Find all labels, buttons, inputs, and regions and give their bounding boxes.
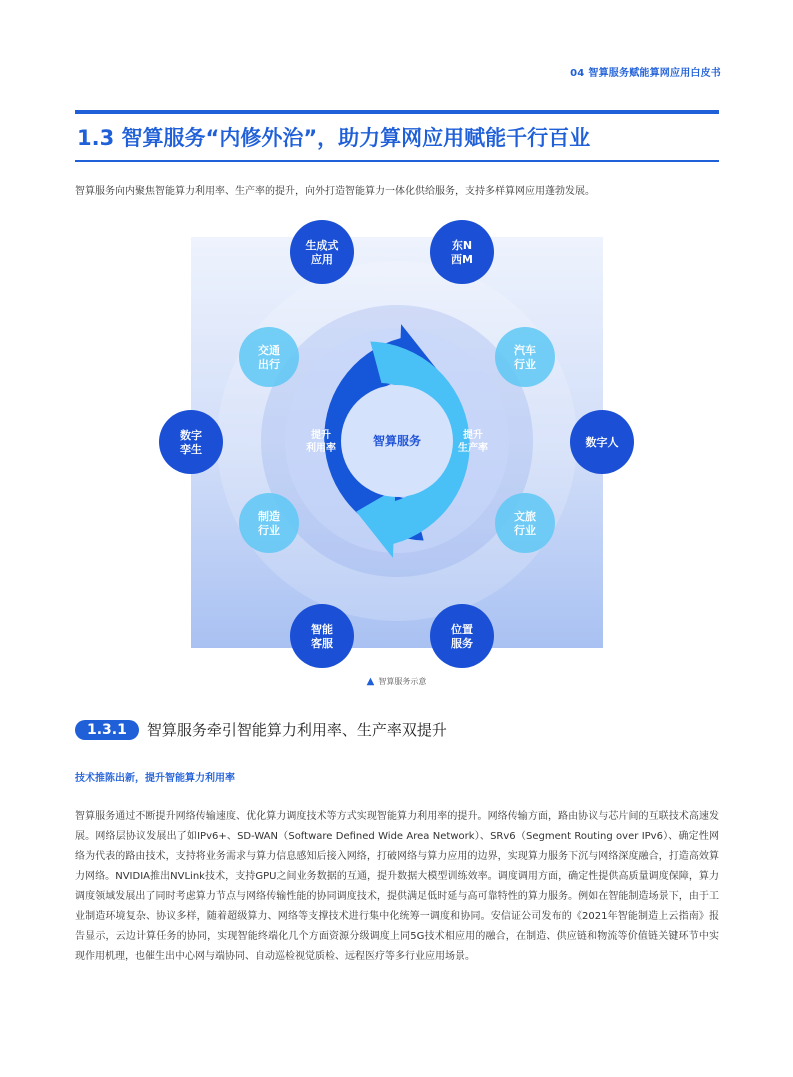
outer-node-label-line: 应用 xyxy=(311,252,333,266)
utilization-label-line: 利用率 xyxy=(306,443,336,454)
point-heading: 技术推陈出新，提升智能算力利用率 xyxy=(75,773,235,784)
outer-node-label-line: 东N xyxy=(451,238,473,252)
body-paragraph: 智算服务通过不断提升网络传输速度、优化算力调度技术等方式实现智能算力利用率的提升。网络传输方面，路由协议与芯片间的互联技术高速发展。网络层协议发展出了如IPv6+、SD-WAN（Software Defined Wide Area Network）、SRv6（Segment Routing over IPv6）、确定性网络为代表的路由技术，支持将业务需求与算力信息感知后接入网络，打破网络与算力应用的边界，实现算力服务下沉与网络深度融合，打造高效算力网络。NVIDIA推出NVLink技术，支持GPU之间业务数据的互通，提升数据大模型训练效率。调度调用方面，确定性提供高质量调度保障，算力调度领域发展出了同时考虑算力节点与网络传输性能的协同调度技术，提供满足低时延与高可靠特性的算力服务。例如在智能制造场景下，由于工业制造环境复杂、协议多样，随着超级算力、网络等支撑技术进行集中化统筹一调度和协同。安信证公司发布的《2021年智能制造上云指南》报告显示，云边计算任务的协同，实现智能终端化几个方面资源分级调度上同5G技术相应用的融合，在制造、供应链和物流等价值链关键环节中实现作用机理，也催生出中心网与端协同、自动巡检视觉质检、远程医疗等多行业应用场景。 xyxy=(75,811,719,962)
subsection-heading xyxy=(75,719,447,740)
subsection-number: 1.3.1 xyxy=(75,720,139,740)
inner-node-label xyxy=(258,509,280,537)
outer-node-label-line: 数字人 xyxy=(585,435,619,449)
figure-caption xyxy=(0,676,793,687)
subsection-title: 智算服务牵引智能算力利用率、生产率双提升 xyxy=(146,721,447,739)
inner-node-label-line: 汽车 xyxy=(514,343,536,357)
outer-node-label-line: 服务 xyxy=(451,636,473,650)
title-rule-bottom xyxy=(75,160,719,162)
section-title: 1.3 智算服务“内修外治”，助力算网应用赋能千行百业 xyxy=(77,126,591,150)
outer-node-label xyxy=(586,435,619,449)
productivity-label-line: 提升 xyxy=(463,430,483,441)
outer-node-label xyxy=(451,238,473,266)
figure-caption-text: 智算服务示意 xyxy=(378,677,427,686)
inner-node-label xyxy=(513,343,536,371)
inner-node-label-line: 文旅 xyxy=(514,509,536,523)
inner-node-label-line: 交通 xyxy=(258,343,280,357)
inner-node-label xyxy=(514,509,536,537)
outer-node-label-line: 智能 xyxy=(311,622,333,636)
outer-node-label-line: 西M xyxy=(451,252,473,266)
outer-node-label xyxy=(180,428,202,456)
service-diagram xyxy=(180,237,619,650)
inner-node-label-line: 制造 xyxy=(258,509,280,523)
center-label xyxy=(373,433,421,448)
caption-triangle-icon: ▲ xyxy=(366,676,375,687)
inner-node-label xyxy=(258,343,280,371)
outer-node-label-line: 客服 xyxy=(311,636,333,650)
page-number: 04 xyxy=(570,68,585,79)
outer-node-label xyxy=(450,622,473,650)
intro-paragraph: 智算服务向内聚焦智能算力利用率、生产率的提升，向外打造智能算力一体化供给服务，支持多样算网应用蓬勃发展。 xyxy=(75,186,595,197)
service-diagram-svg xyxy=(180,237,619,650)
inner-node-label-line: 出行 xyxy=(258,357,280,371)
inner-node-label-line: 行业 xyxy=(514,357,536,371)
outer-node-label-line: 数字 xyxy=(180,428,202,442)
outer-node-label xyxy=(311,622,334,650)
section-title-block xyxy=(75,110,719,162)
document-title: 智算服务赋能算网应用白皮书 xyxy=(588,68,721,79)
center-label-line: 智算服务 xyxy=(372,434,422,449)
outer-node-label-line: 生成式 xyxy=(305,238,339,252)
utilization-label-line: 提升 xyxy=(311,430,331,441)
outer-node-label-line: 位置 xyxy=(451,622,473,636)
productivity-label-line: 生产率 xyxy=(458,443,488,454)
inner-node-label-line: 行业 xyxy=(258,523,280,537)
inner-node-label-line: 行业 xyxy=(514,523,536,537)
running-header xyxy=(570,64,721,79)
outer-node-label-line: 孪生 xyxy=(180,442,202,456)
